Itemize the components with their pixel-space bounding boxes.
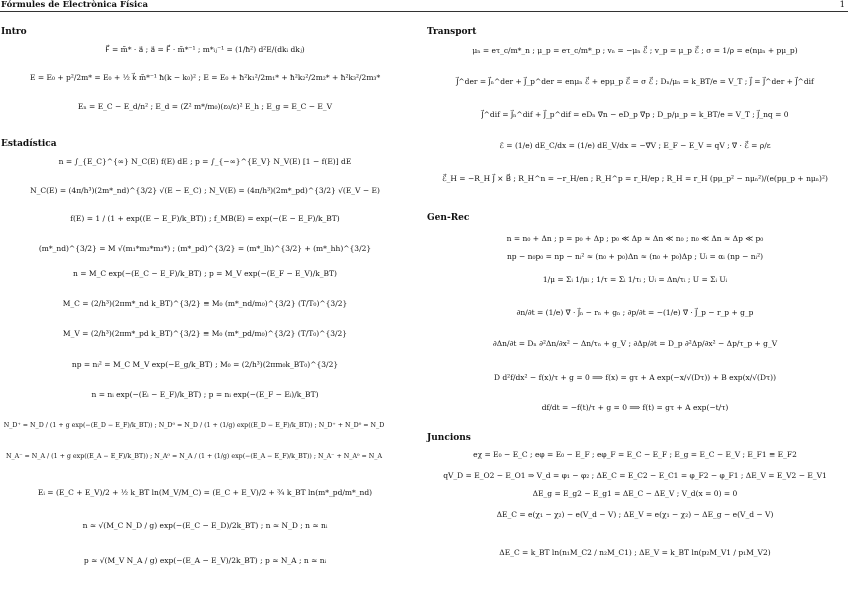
equation: np = nᵢ² = M_C M_V exp(−E_g/k_BT) ; M₀ = (2/h³)(2πm₀k_BT₀)^{3/2} (71, 360, 339, 369)
equation: J⃗^der = J⃗ₙ^der + J⃗_p^der = enμₙ ℰ⃗ + epμ_p ℰ⃗ = σ ℰ⃗ ; Dₙ/μₙ = k_BT/e = V_T ; J⃗ = J⃗^der + J⃗^dif (456, 77, 814, 86)
equation: n = nᵢ exp(−(Eᵢ − E_F)/k_BT) ; p = nᵢ exp(−(E_F − Eᵢ)/k_BT) (91, 390, 319, 399)
equation: M_C = (2/h³)(2πm*_nd k_BT)^{3/2} ≡ M₀ (m*_nd/m₀)^{3/2} (T/T₀)^{3/2} (62, 299, 348, 308)
equation: ∂n/∂t = (1/e) ∇⃗ · J⃗ₙ − rₙ + gₙ ; ∂p/∂t = −(1/e) ∇⃗ · J⃗_p − r_p + g_p (516, 308, 754, 317)
equation: N_C(E) = (4π/h³)(2m*_nd)^{3/2} √(E − E_C) ; N_V(E) = (4π/h³)(2m*_pd)^{3/2} √(E_V − E) (30, 186, 380, 195)
equation: (m*_nd)^{3/2} = M √(m₁*m₂*m₃*) ; (m*_pd)^{3/2} = (m*_lh)^{3/2} + (m*_hh)^{3/2} (38, 244, 372, 253)
equation: df/dt = −f(t)/τ + g = 0 ⟹ f(t) = gτ + A exp(−t/τ) (541, 403, 729, 412)
equation: μₙ = eτ_c/m*_n ; μ_p = eτ_c/m*_p ; vₙ = −μₙ ℰ⃗ ; v_p = μ_p ℰ⃗ ; σ = 1/ρ = e(nμₙ + pμ_p) (472, 46, 798, 55)
equation: 1/μ = Σᵢ 1/μᵢ ; 1/τ = Σᵢ 1/τᵢ ; Uᵢ = Δn/τᵢ ; U = Σᵢ Uᵢ (542, 275, 728, 284)
equation: D d²f/dx² − f(x)/τ + g = 0 ⟹ f(x) = gτ + A exp(−x/√(Dτ)) + B exp(x/√(Dτ)) (493, 373, 776, 382)
equation: np − n₀p₀ = np − nᵢ² ≈ (n₀ + p₀)Δn ≈ (n₀ + p₀)Δp ; Uᵢ = αᵢ (np − nᵢ²) (506, 252, 764, 261)
equation: Eₙ = E_C − E_d/n² ; E_d = (Z² m*/m₀)(ε₀/ε)² E_h ; E_g = E_C − E_V (77, 102, 333, 111)
equation: ∂Δn/∂t = Dₙ ∂²Δn/∂x² − Δn/τₙ + g_V ; ∂Δp/∂t = D_p ∂²Δp/∂x² − Δp/τ_p + g_V (492, 339, 778, 348)
page-number: 1 (839, 0, 845, 10)
section-title-intro: Intro (1, 27, 27, 37)
equation: N_D⁺ = N_D / (1 + g exp(−(E_D − E_F)/k_BT)) ; N_D⁰ = N_D / (1 + (1/g) exp((E_D − E_F)/k_BT)) ; N_D⁺ + N_D⁰ = N_D (3, 422, 385, 429)
equation: ΔE_C = k_BT ln(n₁M_C2 / n₂M_C1) ; ΔE_V = k_BT ln(p₂M_V1 / p₁M_V2) (499, 548, 771, 557)
page-title: Fórmules de Electrònica Física (1, 0, 148, 10)
equation: qV_D = E_O2 − E_O1 ⇒ V_d = φ₁ − φ₂ ; ΔE_C = E_C2 − E_C1 = φ_F2 − φ_F1 ; ΔE_V = E_V2 − E_V1 (443, 471, 827, 480)
equation: ΔE_g = E_g2 − E_g1 = ΔE_C − ΔE_V ; V_d(x = 0) = 0 (532, 489, 738, 498)
equation: ΔE_C = e(χ₁ − χ₂) − e(V_d − V) ; ΔE_V = e(χ₁ − χ₂) − ΔE_g − e(V_d − V) (496, 510, 774, 519)
section-title-gen-rec: Gen-Rec (427, 213, 470, 223)
equation: J⃗^dif = J⃗ₙ^dif + J⃗_p^dif = eDₙ ∇⃗n − eD_p ∇⃗p ; D_p/μ_p = k_BT/e = V_T ; J⃗_nq = 0 (481, 110, 789, 119)
equation: M_V = (2/h³)(2πm*_pd k_BT)^{3/2} ≡ M₀ (m*_pd/m₀)^{3/2} (T/T₀)^{3/2} (62, 329, 348, 338)
equation: n ≃ √(M_C N_D / g) exp(−(E_C − E_D)/2k_BT) ; n ≃ N_D ; n ≃ nᵢ (82, 521, 328, 530)
section-title-estadistica: Estadística (1, 139, 57, 149)
equation: n = n₀ + Δn ; p = p₀ + Δp ; p₀ ≪ Δp ≈ Δn ≪ n₀ ; n₀ ≪ Δn ≈ Δp ≪ p₀ (506, 234, 764, 243)
equation: Eᵢ = (E_C + E_V)/2 + ½ k_BT ln(M_V/M_C) = (E_C + E_V)/2 + ¾ k_BT ln(m*_pd/m*_nd) (37, 488, 373, 497)
section-title-transport: Transport (427, 27, 477, 37)
section-title-juncions: Juncions (427, 433, 471, 443)
equation: n = M_C exp(−(E_C − E_F)/k_BT) ; p = M_V exp(−(E_F − E_V)/k_BT) (73, 269, 337, 278)
header-rule (0, 11, 848, 12)
equation: n = ∫_{E_C}^{∞} N_C(E) f(E) dE ; p = ∫_{−∞}^{E_V} N_V(E) [1 − f(E)] dE (58, 157, 352, 166)
equation: E = E₀ + p²/2m* = E₀ + ½ k⃗ m̃*⁻¹ ħ(k − k₀)² ; E = E₀ + ħ²k₁²/2m₁* + ħ²k₂²/2m₂* + ħ²k₃²/2m₃* (30, 73, 381, 82)
equation: ℰ⃗_H = −R_H J⃗ × B⃗ ; R_H^n = −r_H/en ; R_H^p = r_H/ep ; R_H = r_H (pμ_p² − nμₙ²)/(e(pμ_p + nμₙ)²) (442, 174, 828, 183)
equation: eχ = E₀ − E_C ; eφ = E₀ − E_F ; eφ_F = E_C − E_F ; E_g = E_C − E_V ; E_F1 ≡ E_F2 (473, 450, 797, 459)
equation: N_A⁻ = N_A / (1 + g exp((E_A − E_F)/k_BT)) ; N_A⁰ = N_A / (1 + (1/g) exp(−(E_A − E_F)/k_BT)) ; N_A⁻ + N_A⁰ = N_A (6, 453, 382, 460)
equation: p ≃ √(M_V N_A / g) exp(−(E_A − E_V)/2k_BT) ; p ≃ N_A ; n ≃ nᵢ (83, 556, 327, 565)
equation: ℰ = (1/e) dE_C/dx = (1/e) dE_V/dx = −∇⃗V ; E_F − E_V = qV ; ∇⃗ · ℰ⃗ = ρ/ε (499, 141, 771, 150)
equation: f(E) = 1 / (1 + exp((E − E_F)/k_BT)) ; f_MB(E) = exp(−(E − E_F)/k_BT) (70, 214, 340, 223)
equation: F⃗ = m̃* · a⃗ ; a⃗ = F⃗ · m̃*⁻¹ ; m*ᵢⱼ⁻¹ = (1/ħ²) d²E/(dkᵢ dkⱼ) (105, 45, 305, 54)
